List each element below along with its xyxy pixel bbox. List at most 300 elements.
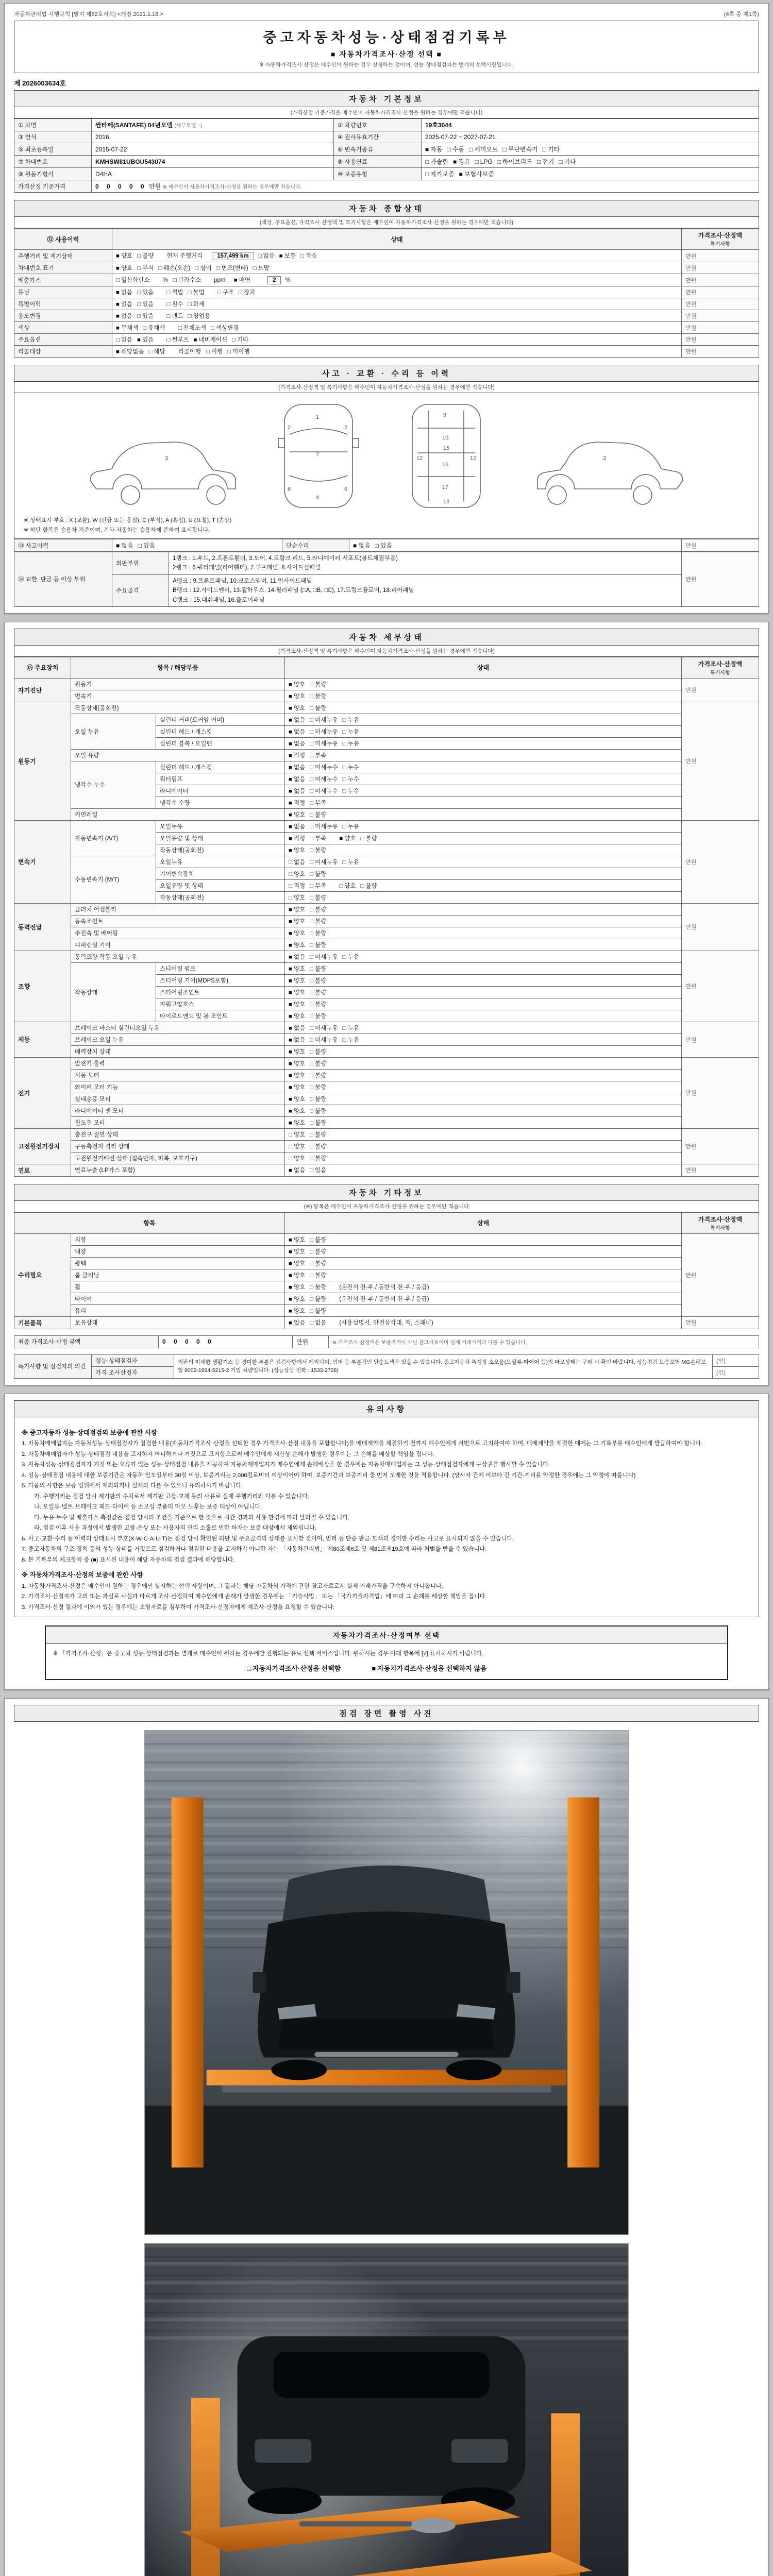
overall-row-label: 주행거리 및 계기상태 [14,250,112,262]
checkbox-checked[interactable]: ■ 양호 [289,1084,306,1091]
checkbox[interactable]: □ 불량 [360,883,377,889]
checkbox[interactable]: □ 불량 [310,942,327,948]
checkbox[interactable]: □ 하이브리드 [497,158,532,165]
item-state [285,1152,682,1164]
price-cell: 만원 [682,286,759,298]
checkbox[interactable]: □ 도말 [253,265,270,272]
checkbox[interactable]: □ 양호 [289,1155,306,1162]
checkbox[interactable]: □ 변조(변타) [216,265,248,272]
checkbox[interactable]: □ 불량 [310,1155,327,1162]
notice-item: 다. 누유·누수 및 배출가스 측정값은 점검 당시의 조건을 기준으로 한 것으로 시간 경과와 사용 환경에 따라 달라질 수 있습니다. [34,1514,350,1521]
svg-text:12: 12 [416,455,423,462]
checkbox-checked[interactable]: ■ 양호 [289,847,306,854]
item-state [285,844,682,856]
checkbox-checked[interactable]: ■ 양호 [289,811,306,818]
checkbox[interactable]: □ 불량 [310,1120,327,1126]
checkbox[interactable]: □ 불량 [310,871,327,877]
checkbox[interactable]: □ 미세누유 [310,954,338,960]
final-price-unit: 만원 [293,1335,329,1348]
checkbox[interactable]: □ 미세누수 [310,776,338,783]
checkbox[interactable]: □ 불량 [310,1060,327,1067]
checkbox[interactable]: □ 해당 [148,349,165,355]
checkbox[interactable]: □ 썬루프 [166,337,189,343]
checkbox[interactable]: □ 불량 [310,906,327,913]
checkbox[interactable]: □ 적음 [300,253,317,259]
checkbox-checked[interactable]: ■ 무채색 [116,325,139,331]
checkbox-checked[interactable]: ■ 없음 [116,290,133,296]
other-col-price: 가격조사·산정액 특기사항 [682,1212,759,1233]
checkbox[interactable]: □ 불량 [310,1236,327,1243]
checkbox-checked[interactable]: ■ 없음 [116,313,133,319]
checkbox[interactable]: □ 많음 [258,253,275,259]
checkbox[interactable]: □ 누유 [342,823,359,830]
checkbox-checked[interactable]: ■ 양호 [289,1060,306,1067]
checkbox[interactable]: □ 없음 [310,1320,327,1327]
document-title: 중고자동차성능·상태점검기록부 [263,30,510,45]
checkbox[interactable]: □ 불량 [137,253,154,259]
price-cell: 만원 [682,1316,759,1329]
checkbox-checked[interactable]: ■ 양호 [289,989,306,996]
checkbox[interactable]: □ 불량 [310,1048,327,1055]
notices-list [14,1417,759,1617]
checkbox-checked[interactable]: ■ 없음 [289,954,306,960]
subitem-label: 실린더 블록 / 오일팬 [156,737,285,749]
checkbox-checked[interactable]: ■ 양호 [289,1284,306,1291]
item-label: 브레이크 마스터 실린더오일 누유 [71,1022,285,1033]
section-photos-title: 점검 장면 촬영 사진 [14,1705,759,1722]
overall-col-state: 상태 [112,229,682,250]
sheet-detail [4,622,769,1385]
checkbox[interactable]: □ 불량 [310,693,327,700]
checkbox-checked[interactable]: ■ 자동 [425,146,443,153]
price-cell: 만원 [682,903,759,951]
item-label: 오일 유량 [71,749,285,761]
item-state [285,856,682,868]
checkbox[interactable]: □ 전체도색 [178,325,206,331]
subitem-label: 오일누유 [156,856,285,868]
item-state [285,962,682,974]
notice-item: 6. 사고·교환·수리 등 이력의 상태표시 부호(X·W·C·A·U·T)는 점검 당시 확인된 외판 및 주요골격의 상태를 표시한 것이며, 범퍼 등 단순 판금·도색의 경미한 수리는 사고로 표시되지 않을 수 있습니다. [22,1535,514,1542]
svg-text:3: 3 [603,455,607,462]
checkbox[interactable]: □ 불량 [310,918,327,925]
item-label: 외장 [71,1233,285,1245]
checkbox[interactable]: □ 자동차가격조사·산정을 선택함 [247,1664,341,1672]
checkbox-checked[interactable]: ■ 없음 [289,728,306,735]
checkbox-checked[interactable]: ■ 없음 [289,823,306,830]
checkbox-checked[interactable]: ■ 없음 [116,542,133,549]
overall-row-state [112,298,682,310]
item-label: 휠 [71,1281,285,1293]
page-reference: (4쪽 중 제1쪽) [724,11,759,18]
notice-item: 7. 중고자동차의 구조·장치 등의 성능·상태를 거짓으로 점검하거나 점검한 내용을 고지하지 아니한 자는 「자동차관리법」 제80조제6호 및 제81조제19호에 따라 처벌을 받을 수 있습니다. [22,1546,487,1553]
checkbox[interactable]: □ 불량 [310,1260,327,1267]
checkbox[interactable]: □ 양호 [339,883,356,889]
checkbox[interactable]: □ 양호 [289,871,306,877]
checkbox[interactable]: □ 부족 [310,883,327,889]
checkbox-checked[interactable]: ■ 양호 [289,1013,306,1020]
device-group-label: 전기 [14,1057,71,1128]
fuel-label: ⑧ 사용연료 [334,156,422,168]
section-basic-note: (가격산정 기준가격은 매수인이 자동차가격조사·산정을 원하는 경우에만 적습니다) [14,107,759,118]
checkbox[interactable]: □ 불량 [310,1084,327,1091]
sheet-basic [4,3,769,614]
item-state [285,1069,682,1081]
checkbox-checked[interactable]: ■ 없음 [289,717,306,723]
checkbox[interactable]: □ 세미오토 [468,146,498,153]
checkbox-checked[interactable]: ■ 양호 [289,1072,306,1079]
item-state [285,737,682,749]
item-label: 디퍼렌셜 기어 [71,939,285,951]
subitem-label: 작동상태(공회전) [156,844,285,856]
checkbox[interactable]: □ 무단변속기 [502,146,538,153]
simple-repair-options [349,539,682,552]
checkbox[interactable]: □ 미세누유 [310,1037,338,1043]
checkbox-checked[interactable]: ■ 양호 [289,1236,306,1243]
checkbox[interactable]: □ 기타 [232,337,249,343]
checkbox-checked[interactable]: ■ 양호 [289,918,306,925]
checkbox[interactable]: □ 불량 [310,1096,327,1103]
checkbox[interactable]: □ 누유 [342,1037,359,1043]
checkbox-checked[interactable]: ■ 매연 [233,277,251,283]
checkbox[interactable]: □ LPG [475,158,493,165]
item-label: 연료누출 (LP가스 포함) [71,1164,285,1176]
checkbox-checked[interactable]: ■ 양호 [289,1120,306,1126]
item-label: 라디에이터 팬 모터 [71,1105,285,1116]
section-other-title: 자동차 기타정보 [14,1184,759,1201]
checkbox[interactable]: □ 렌트 [166,313,183,319]
inspection-photo-lift-rear [144,2243,629,2576]
checkbox[interactable]: □ 이행 [206,349,223,355]
checkbox[interactable]: □ 자가보증 [425,171,455,178]
checkbox[interactable]: □ 있음 [310,1167,327,1174]
checkbox-checked[interactable]: ■ 없음 [289,1037,306,1043]
checkbox-checked[interactable]: ■ 양호 [289,1001,306,1008]
checkbox-checked[interactable]: ■ 없음 [289,740,306,747]
checkbox-checked[interactable]: ■ 없음 [289,788,306,794]
item-label: 동력조향 작동 오일 누유 [71,951,285,962]
checkbox[interactable]: □ 불량 [310,1131,327,1138]
checkbox-checked[interactable]: ■ 양호 [289,1096,306,1103]
checkbox[interactable]: □ 적법 [166,290,183,296]
checkbox-checked[interactable]: ■ 양호 [116,253,133,259]
checkbox[interactable]: □ 부족 [310,835,327,842]
checkbox[interactable]: □ 미세누유 [310,740,338,747]
checkbox[interactable]: □ 장치 [238,290,256,296]
checkbox-checked[interactable]: ■ 네비게이션 [193,337,228,343]
checkbox[interactable]: □ 있음 [137,301,154,308]
accident-history-label: ⑬ 사고이력 [14,539,112,552]
checkbox[interactable]: □ 불량 [310,894,327,901]
checkbox[interactable]: □ 불량 [360,835,377,842]
price-cell: 만원 [682,1022,759,1057]
item-label: 등속조인트 [71,915,285,927]
item-state [285,986,682,998]
price-cell: 만원 [682,820,759,903]
checkbox[interactable]: □ 누유 [342,954,359,960]
checkbox[interactable]: □ 구조 [217,290,234,296]
price-cell: 만원 [682,1057,759,1128]
checkbox[interactable]: □ 화재 [188,301,205,308]
checkbox[interactable]: □ 부식 [137,265,154,272]
transmission-label: ⑥ 변속기종류 [334,143,422,156]
select-box-title: 자동차가격조사·산정여부 선택 [46,1626,727,1643]
checkbox[interactable]: □ 불량 [310,930,327,937]
checkbox[interactable]: □ 누수 [342,788,359,794]
item-state [285,1257,682,1269]
section-detail-title: 자동차 세부상태 [14,629,759,646]
engine-label: ⑨ 원동기형식 [14,168,92,180]
subitem-label: 파워고압호스 [156,998,285,1010]
section-other-note: (※) 항목은 매수인이 자동차가격조사·산정을 원하는 경우에만 적습니다 [14,1201,759,1212]
checkbox[interactable]: □ 미세누수 [310,788,338,794]
detail-condition-table [14,657,759,1177]
device-group-label: 자기진단 [14,678,71,702]
subitem-label: 워터펌프 [156,773,285,785]
checkbox-checked[interactable]: ■ 양호 [289,693,306,700]
checkbox[interactable]: □ 불량 [310,989,327,996]
checkbox-checked[interactable]: ■ 양호 [289,942,306,948]
warranty-options [422,168,759,180]
checkbox[interactable]: □ 불량 [310,1248,327,1255]
checkbox[interactable]: □ 불량 [310,1272,327,1279]
item-label: 보유상태 [71,1316,285,1329]
checkbox-checked[interactable]: ■ 양호 [289,1248,306,1255]
checkbox[interactable]: □ 미세누수 [310,764,338,771]
sheet-notices [4,1394,769,1690]
checkbox[interactable]: □ 미세누유 [310,823,338,830]
item-state [285,702,682,714]
checkbox-checked[interactable]: ■ 없음 [353,542,371,549]
checkbox-checked[interactable]: ■ 적정 [289,835,306,842]
item-state [285,1010,682,1022]
appraiser-seal: (인) [713,1366,759,1378]
checkbox[interactable]: □ 양호 [289,1131,306,1138]
checkbox[interactable]: □ 없음 [289,859,306,866]
inspection-label: ④ 검사유효기간 [334,131,422,143]
checkbox[interactable]: □ 누유 [342,1025,359,1031]
checkbox[interactable]: □ 양호 [289,1143,306,1150]
checkbox-checked[interactable]: ■ 적정 [289,752,306,759]
checkbox[interactable]: □ 불량 [310,1296,327,1302]
subitem-label: 스티어링조인트 [156,986,285,998]
notice-item: 라. 점검 이후 사용 과정에서 발생한 고장·손상 또는 사용자의 관리 소홀로 인한 하자는 보증 대상에서 제외됩니다. [34,1525,317,1532]
base-price-unit: 만원 [149,183,161,190]
item-state [285,761,682,773]
checkbox[interactable]: □ 미이행 [227,349,250,355]
checkbox[interactable]: □ 불량 [310,1013,327,1020]
price-cell: 만원 [682,274,759,286]
checkbox[interactable]: □ 미세누유 [310,859,338,866]
checkbox[interactable]: □ 누유 [342,717,359,723]
checkbox[interactable]: □ 수동 [447,146,464,153]
checkbox[interactable]: □ 미세누유 [310,717,338,723]
item-state [285,1304,682,1316]
checkbox[interactable]: □ 불량 [310,705,327,711]
checkbox-checked[interactable]: ■ 양호 [339,835,356,842]
overall-row-label: 색상 [14,322,112,334]
checkbox-checked[interactable]: ■ 양호 [116,265,133,272]
checkbox-checked[interactable]: ■ 경유 [453,158,470,165]
svg-text:10: 10 [442,435,449,441]
checkbox-checked[interactable]: ■ 있음 [137,337,154,343]
remarks-table [14,1354,759,1379]
section-basic-title: 자동차 기본정보 [14,90,759,107]
checkbox[interactable]: □ 누수 [342,776,359,783]
checkbox-checked[interactable]: ■ 양호 [289,965,306,972]
item-state [285,1245,682,1257]
checkbox[interactable]: □ 누유 [342,859,359,866]
checkbox[interactable]: □ 불량 [310,811,327,818]
checkbox-checked[interactable]: ■ 양호 [289,1260,306,1267]
checkbox[interactable]: □ 훼손(오손) [158,265,191,272]
item-label: 오일 누유 [71,714,156,749]
checkbox-checked[interactable]: ■ 없음 [289,764,306,771]
other-col-item: 항목 [14,1212,285,1233]
item-state [285,832,682,844]
checkbox[interactable]: □ 유채색 [143,325,165,331]
checkbox[interactable]: □ 불량 [310,1108,327,1114]
checkbox-checked[interactable]: ■ 보통 [279,253,296,259]
state-code-legend: ※ 상태표시 부호 : X (교환), W (판금 또는 용접), C (부식), A (흠집), U (요철), T (손상) [24,517,232,523]
checkbox[interactable]: □ 일산화탄소 [116,277,150,283]
checkbox[interactable]: □ 없음 [116,337,133,343]
subitem-label: 작동상태(공회전) [156,891,285,903]
svg-text:17: 17 [442,484,449,490]
checkbox[interactable]: □ 불량 [310,847,327,854]
device-group-label: 고전원전기장치 [14,1128,71,1164]
checkbox-checked[interactable]: ■ 양호 [289,1296,306,1302]
base-price-note: ※ 매수인이 자동차가격조사·산정을 원하는 경우에만 적습니다. [162,184,302,190]
checkbox-checked[interactable]: ■ 양호 [289,930,306,937]
outer-panel-label: 외판부위 [112,552,169,575]
checkbox-checked[interactable]: ■ 양호 [289,681,306,688]
checkbox-checked[interactable]: ■ 적정 [289,800,306,806]
sheet-photos [4,1698,769,2576]
checkbox-checked[interactable]: ■ 양호 [289,1308,306,1314]
checkbox[interactable]: □ 불량 [310,965,327,972]
item-state [285,903,682,915]
item-label: 수동변속기 (M/T) [71,856,156,903]
item-state [285,1105,682,1116]
svg-text:3: 3 [165,455,169,462]
section-overall-title: 자동차 종합상태 [14,200,759,217]
checkbox[interactable]: □ 불량 [310,1001,327,1008]
item-label: 냉각수 누수 [71,761,156,808]
item-state [285,773,682,785]
checkbox-checked[interactable]: ■ 양호 [289,1048,306,1055]
base-price-label: 가격산정 기준가격 [14,180,92,193]
item-state [285,678,682,690]
checkbox[interactable]: □ 가솔린 [425,158,449,165]
item-state [285,1128,682,1140]
checkbox[interactable]: □ 불량 [310,1308,327,1314]
checkbox[interactable]: □ 불량 [310,1284,327,1291]
checkbox[interactable]: □ 불법 [188,290,205,296]
transmission-options [422,143,759,156]
price-cell: 만원 [682,262,759,274]
checkbox-checked[interactable]: ■ 양호 [289,906,306,913]
checkbox-checked[interactable]: ■ 보험사보증 [459,171,494,178]
checkbox-checked[interactable]: ■ 해당없음 [116,349,144,355]
inspector-label: 성능·상태점검자 [92,1354,174,1366]
item-state [285,725,682,737]
year-label: ③ 연식 [14,131,92,143]
checkbox[interactable]: □ 상이 [195,265,212,272]
checkbox-checked[interactable]: ■ 양호 [289,705,306,711]
checkbox[interactable]: □ 있음 [375,542,392,549]
checkbox[interactable]: □ 미세누유 [310,1025,338,1031]
first-reg-value: 2015-07-22 [92,143,334,156]
checkbox[interactable]: □ 색상변경 [210,325,239,331]
checkbox[interactable]: □ 불량 [310,977,327,984]
checkbox-checked[interactable]: ■ 있음 [289,1320,306,1327]
checkbox[interactable]: □ 있음 [138,542,155,549]
checkbox-checked[interactable]: ■ 양호 [289,1108,306,1114]
checkbox[interactable]: □ 미세누유 [310,728,338,735]
checkbox[interactable]: □ 누유 [342,740,359,747]
appraiser-label: 가격·조사산정자 [92,1366,174,1378]
checkbox-checked[interactable]: ■ 자동차가격조사·산정을 선택하지 않음 [372,1664,487,1672]
checkbox-checked[interactable]: ■ 없음 [289,776,306,783]
checkbox[interactable]: □ 전기 [536,158,554,165]
checkbox[interactable]: □ 불량 [310,1072,327,1079]
device-group-label: 동력전달 [14,903,71,951]
checkbox[interactable]: □ 불량 [310,681,327,688]
checkbox-checked[interactable]: ■ 없음 [116,301,133,308]
checkbox-checked[interactable]: ■ 없음 [289,1025,306,1031]
item-label: 자동변속기 (A/T) [71,820,156,856]
document-number: 제 2026003634호 [14,79,66,87]
checkbox-checked[interactable]: ■ 양호 [289,1272,306,1279]
checkbox[interactable]: □ 누수 [342,764,359,771]
price-cell: 만원 [682,951,759,1022]
checkbox[interactable]: □ 영업용 [188,313,210,319]
checkbox[interactable]: □ 있음 [137,313,154,319]
checkbox[interactable]: □ 부족 [310,800,327,806]
device-group-label: 조향 [14,951,71,1022]
exchange-panel-table [14,552,759,607]
value-box: 157,499 km [212,252,254,260]
item-label: 윈도우 모터 [71,1116,285,1128]
item-state [285,1269,682,1281]
checkbox[interactable]: □ 양호 [289,894,306,901]
item-state [285,1081,682,1093]
svg-text:6: 6 [288,486,291,493]
overall-row-state: ■ 해당없음 □ 해당 리콜이행 □ 이행 □ 미이행 [112,346,682,358]
checkbox[interactable]: □ 탄화수소 [173,277,201,283]
checkbox-checked[interactable]: ■ 양호 [289,977,306,984]
item-state [285,749,682,761]
frame-label: 주요골격 [112,574,169,606]
device-group-label: 연료 [14,1164,71,1176]
subitem-label: 오일유량 및 상태 [156,879,285,891]
checkbox[interactable]: □ 기타 [542,146,560,153]
outer-rank2: 2랭크 : 6.쿼터패널(리어휀더), 7.루프패널, 8.사이드실패널 [173,565,321,571]
checkbox[interactable]: □ 있음 [137,290,154,296]
checkbox[interactable]: □ 침수 [166,301,183,308]
checkbox[interactable]: □ 적정 [289,883,306,889]
checkbox[interactable]: □ 불량 [310,1143,327,1150]
item-label: 룸 클리닝 [71,1269,285,1281]
notice-item: 1. 자동차매매업자는 자동차성능·상태점검자가 점검한 내용(자동차가격조사·산정을 선택한 경우 가격조사·산정 내용을 포함합니다)을 매매계약을 체결하기 전까지 매수인에게 서면으로 고지하여야 하며, 매매계약을 체결한 때에는 그 기록부를 매수인에게 발급하여야 합니다. [22,1440,703,1447]
item-state [285,927,682,939]
price-cell: 만원 [682,678,759,702]
checkbox[interactable]: □ 기타 [559,158,576,165]
checkbox-checked[interactable]: ■ 없음 [289,1167,306,1174]
item-label: 타이어 [71,1293,285,1304]
checkbox[interactable]: □ 부족 [310,752,327,759]
checkbox[interactable]: □ 누유 [342,728,359,735]
